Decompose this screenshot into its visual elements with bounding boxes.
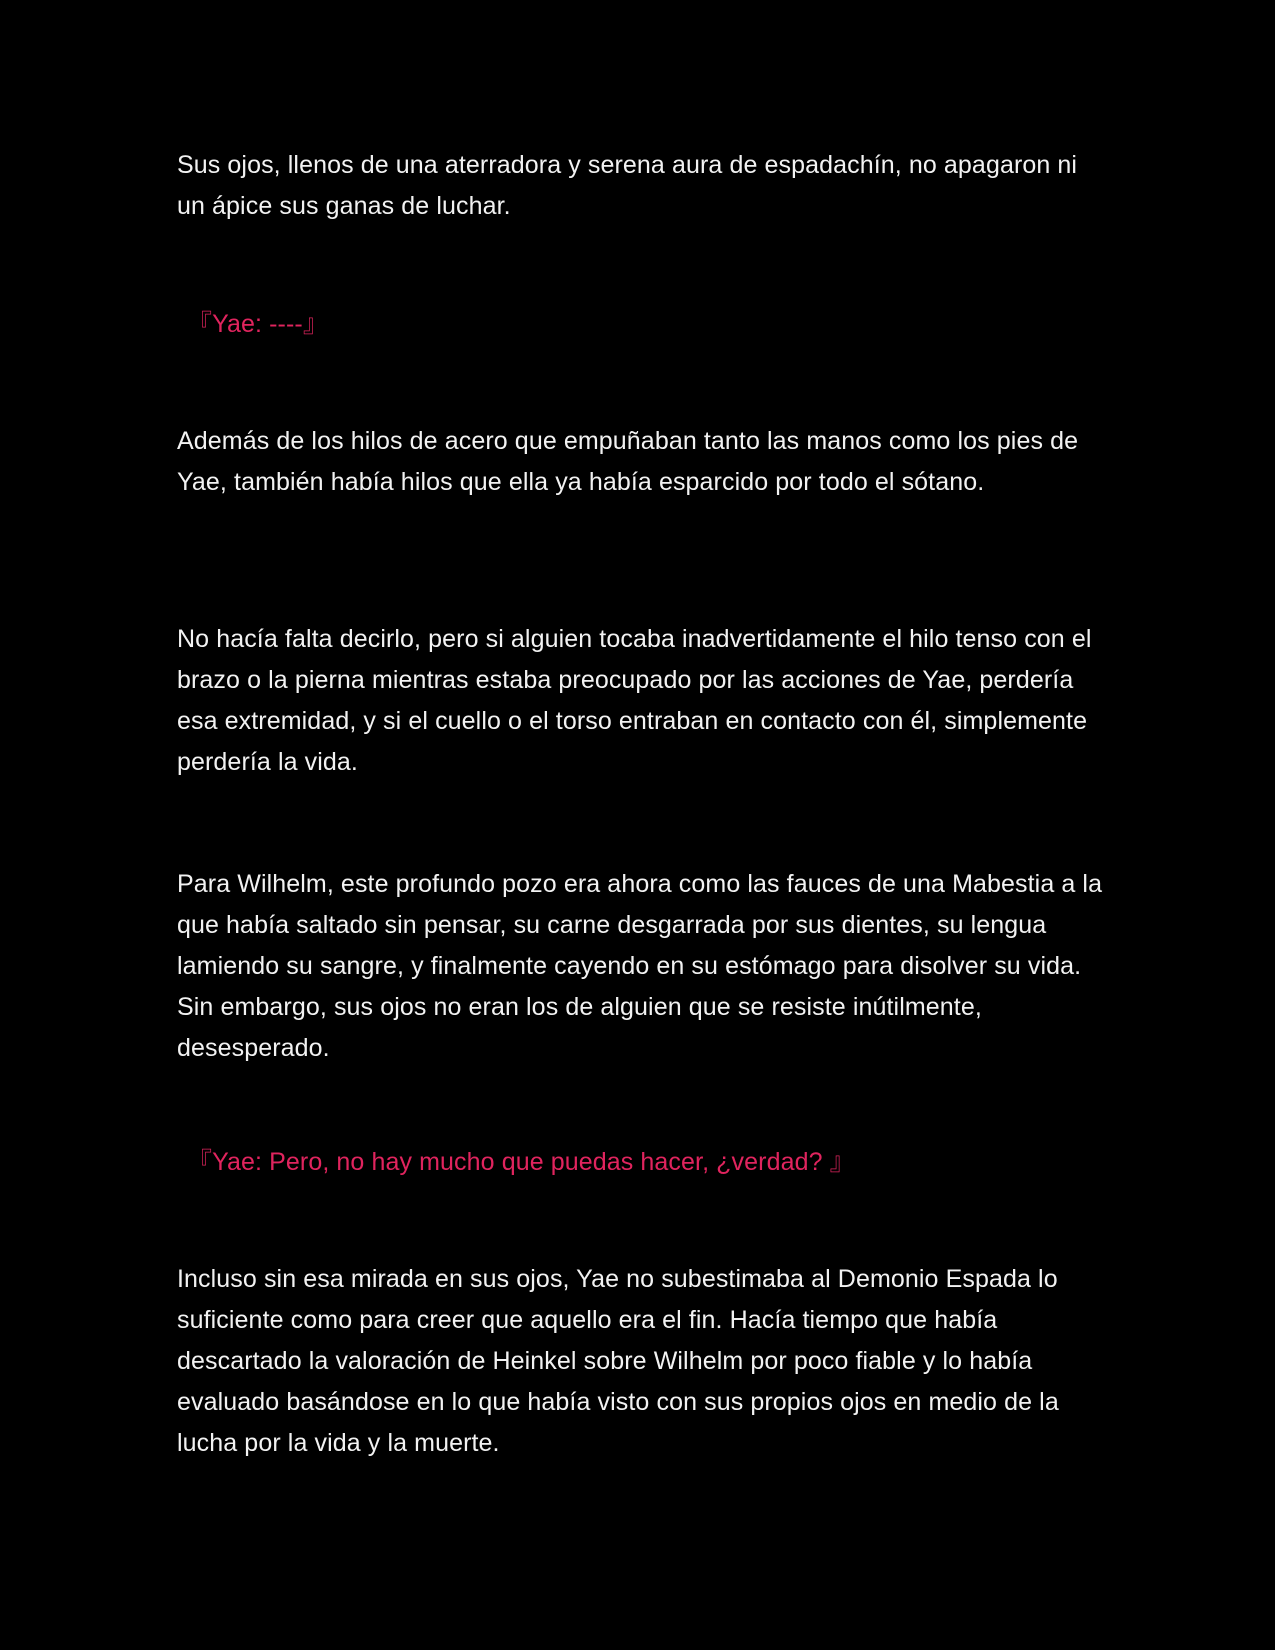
dialogue-line-2: 『Yae: Pero, no hay mucho que puedas hacer, ¿verdad? 』 [187, 1148, 855, 1176]
dialogue-line-1: 『Yae: ----』 [187, 310, 328, 338]
narration-paragraph-3: No hacía falta decirlo, pero si alguien tocaba inadvertidamente el hilo tenso con el brazo o la pierna mientras estaba preocupado por las acciones de Yae, perdería esa extremidad, y si el cuello o el torso entraban en contacto con él, simplemente perdería la vida. [177, 625, 1092, 776]
narration-paragraph-4: Para Wilhelm, este profundo pozo era ahora como las fauces de una Mabestia a la que había saltado sin pensar, su carne desgarrada por sus dientes, su lengua lamiendo su sangre, y finalmente cayendo en su estómago para disolver su vida. Sin embargo, sus ojos no eran los de alguien que se resiste inútilmente, desesperado. [177, 870, 1103, 1062]
narration-paragraph-2: Además de los hilos de acero que empuñaban tanto las manos como los pies de Yae, también había hilos que ella ya había esparcido por todo el sótano. [177, 427, 1079, 496]
narration-paragraph-1: Sus ojos, llenos de una aterradora y serena aura de espadachín, no apagaron ni un ápice sus ganas de luchar. [177, 151, 1078, 220]
narration-paragraph-5: Incluso sin esa mirada en sus ojos, Yae no subestimaba al Demonio Espada lo suficiente como para creer que aquello era el fin. Hacía tiempo que había descartado la valoración de Heinkel sobre Wilhelm por poco fiable y lo había evaluado basándose en lo que había visto con sus propios ojos en medio de la lucha por la vida y la muerte. [177, 1265, 1059, 1457]
